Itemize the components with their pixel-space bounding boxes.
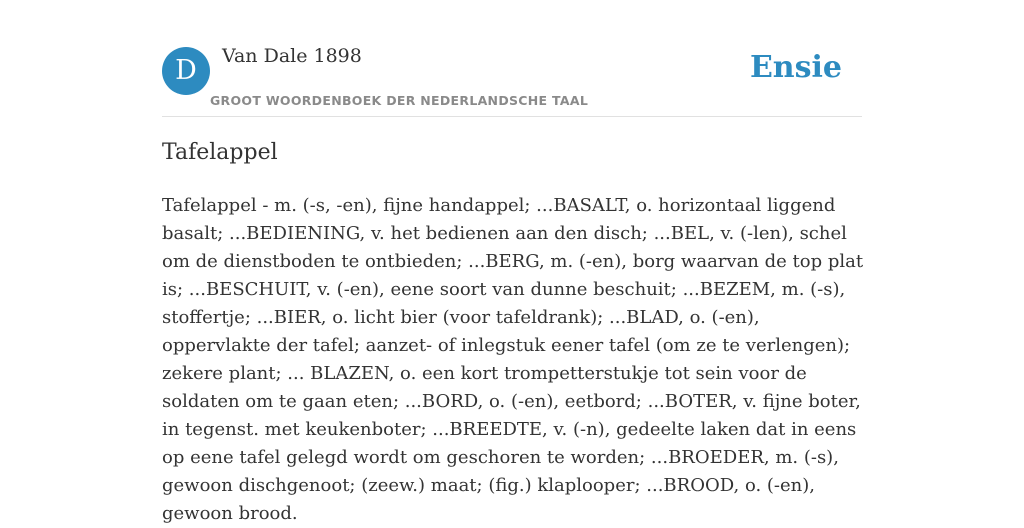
source-avatar[interactable]: D <box>162 47 210 95</box>
entry-title: Tafelappel <box>162 140 278 165</box>
source-title[interactable]: Van Dale 1898 <box>222 45 362 67</box>
source-subtitle: GROOT WOORDENBOEK DER NEDERLANDSCHE TAAL <box>210 93 589 108</box>
page <box>162 0 864 524</box>
header <box>162 0 862 117</box>
brand-logo[interactable]: Ensie <box>749 50 842 85</box>
entry-body: Tafelappel - m. (-s, -en), fijne handappel; ...BASALT, o. horizontaal liggend basalt; ...BEDIENING, v. het bedienen aan den disch; ...BEL, v. (-len), schel om de dienstboden te ontbieden; ...BERG, m. (-en), borg waarvan de top plat is; ...BESCHUIT, v. (-en), eene soort van dunne beschuit; ...BEZEM, m. (-s), stoffertje; ...BIER, o. licht bier (voor tafeldrank); ...BLAD, o. (-en), oppervlakte der tafel; aanzet- of inlegstuk eener tafel (om ze te verlengen); zekere plant; ... BLAZEN, o. een kort trompetterstukje tot sein voor de soldaten om te gaan eten; ...BORD, o. (-en), eetbord; ...BOTER, v. fijne boter, in tegenst. met keukenboter; ...BREEDTE, v. (-n), gedeelte laken dat in eens op eene tafel gelegd wordt om geschoren te worden; ...BROEDER, m. (-s), gewoon dischgenoot; (zeew.) maat; (fig.) klaplooper; ...BROOD, o. (-en), gewoon brood. <box>162 195 864 524</box>
